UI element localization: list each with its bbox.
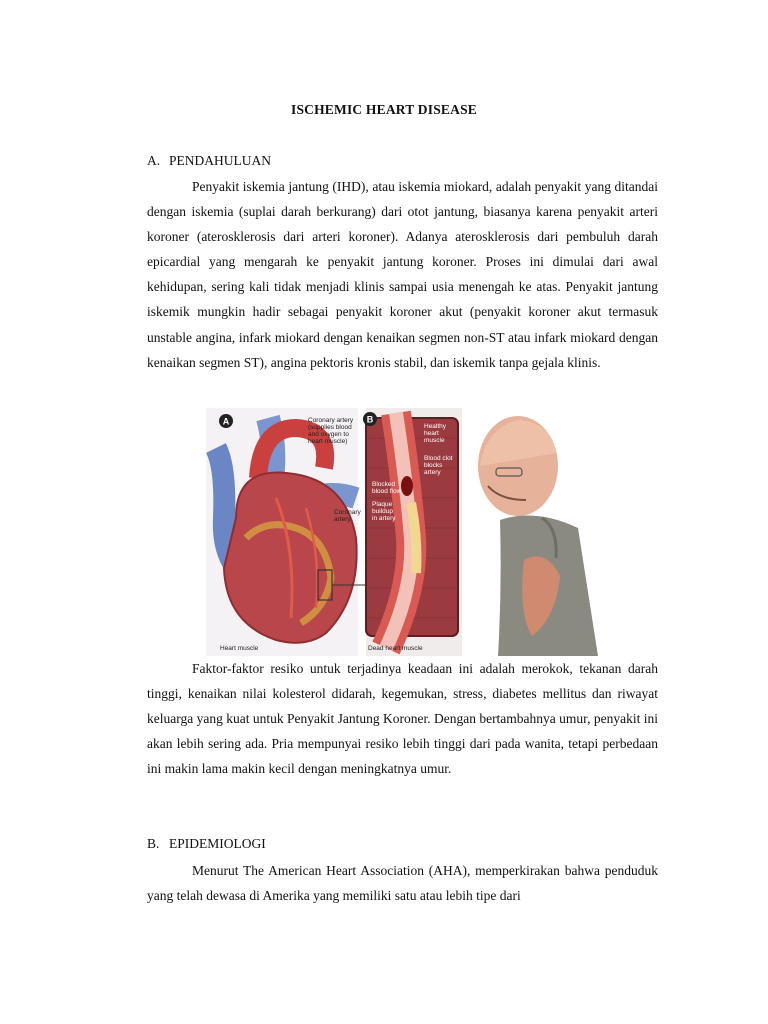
heart-muscle-label: Heart muscle <box>220 645 259 652</box>
plaque-label: Plaque buildup in artery <box>372 501 396 522</box>
blocked-flow-label: Blocked blood flow <box>372 481 402 495</box>
section-b-number: B. <box>147 836 160 851</box>
blood-clot-shape <box>401 476 413 496</box>
section-a-title: PENDAHULUAN <box>169 153 271 168</box>
plaque-shape <box>411 503 416 573</box>
section-b-paragraph-1: Menurut The American Heart Association (AHA), memperkirakan bahwa penduduk yang telah dewasa di Amerika yang memiliki satu atau lebih tipe dari <box>147 863 658 904</box>
heart-disease-figure <box>206 408 598 656</box>
healthy-muscle-label: Healthy heart muscle <box>424 423 447 444</box>
section-a-paragraph-1: Penyakit iskemia jantung (IHD), atau iskemia miokard, adalah penyakit yang ditandai dengan iskemia (suplai darah berkurang) dari otot jantung, biasanya karena penyakit arteri koroner (aterosklerosis dari arteri koroner). Adanya aterosklerosis dari pembuluh darah epicardial yang mengarah ke penyakit jantung koroner. Proses ini dimulai dari awal kehidupan, sering kali tidak menjadi klinis sampai usia menengah ke atas. Penyakit jantung iskemik mungkin hadir sebagai penyakit koroner akut (penyakit koroner akut termasuk unstable angina, infark miokard dengan kenaikan segmen non-ST atau infark miokard dengan kenaikan segmen ST), angina pektoris kronis stabil, dan iskemik tanpa gejala klinis. <box>147 179 658 370</box>
figure-illustration <box>206 408 598 656</box>
dead-heart-muscle-label: Dead heart muscle <box>368 645 423 652</box>
section-a-paragraph-2: Faktor-faktor resiko untuk terjadinya keadaan ini adalah merokok, tekanan darah tinggi, kenaikan nilai kolesterol didarah, kegemukan, stress, diabetes mellitus dan riwayat keluarga yang kuat untuk Penyakit Jantung Koroner. Dengan bertambahnya umur, penyakit ini akan lebih sering ada. Pria mempunyai resiko lebih tinggi dari pada wanita, tetapi perbedaan ini makin lama makin kecil dengan meningkatnya umur. <box>147 661 658 777</box>
section-b-title: EPIDEMIOLOGI <box>169 836 266 851</box>
coronary-callout-label: Coronary artery (supplies blood and oxygen to heart muscle) <box>308 417 354 445</box>
section-a-number: A. <box>147 153 161 168</box>
panel-a-letter: A <box>222 416 230 427</box>
section-a-heading <box>147 153 271 169</box>
page-title: ISCHEMIC HEART DISEASE <box>291 102 477 117</box>
coronary-artery-label: Coronary artery <box>334 509 361 523</box>
panel-b-letter: B <box>366 414 374 425</box>
section-b-heading <box>147 836 266 852</box>
blood-clot-label: Blood clot blocks artery <box>424 455 453 476</box>
